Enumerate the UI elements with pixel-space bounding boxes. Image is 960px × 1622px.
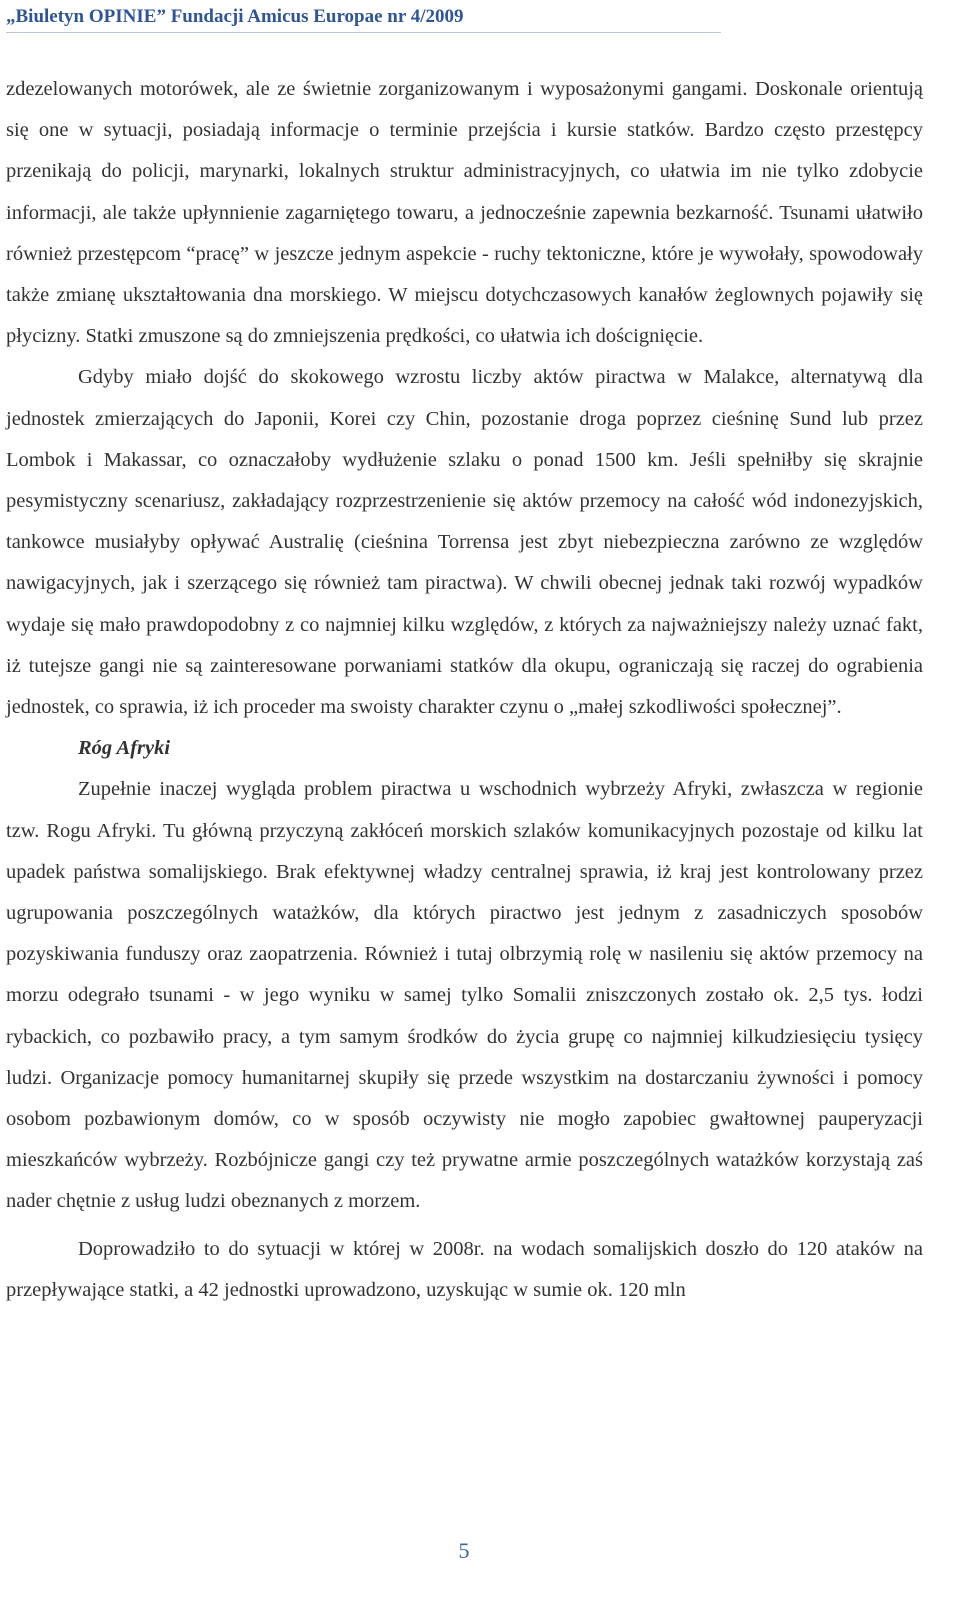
header-title: „Biuletyn OPINIE” Fundacji Amicus Europae nr 4/2009 [6,6,464,27]
paragraph-1: zdezelowanych motorówek, ale ze świetnie zorganizowanym i wyposażonymi gangami. Doskonale orientują się one w sytuacji, posiadają informacje o terminie przejścia i kursie statków. Bardzo często przestępcy przenikają do policji, marynarki, lokalnych struktur administracyjnych, co ułatwia im nie tylko zdobycie informacji, ale także upłynnienie zagarniętego towaru, a jednocześnie zapewnia bezkarność. Tsunami ułatwiło również przestępcom “pracę” w jeszcze jednym aspekcie - ruchy tektoniczne, które je wywołały, spowodowały także zmianę ukształtowania dna morskiego. W miejscu dotychczasowych kanałów żeglownych pojawiły się płycizny. Statki zmuszone są do zmniejszenia prędkości, co ułatwia ich doścignięcie. [6,78,923,348]
article-body [6,69,923,1311]
section-heading: Róg Afryki [78,737,171,760]
running-header [6,4,721,33]
paragraph-4: Doprowadziło to do sytuacji w której w 2008r. na wodach somalijskich doszło do 120 ataków na przepływające statki, a 42 jednostki uprowadzono, uzyskując w sumie ok. 120 mln [6,1237,923,1301]
paragraph-2: Gdyby miało dojść do skokowego wzrostu liczby aktów piractwa w Malakce, alternatywą dla jednostek zmierzających do Japonii, Korei czy Chin, pozostanie droga poprzez cieśninę Sund lub przez Lombok i Makassar, co oznaczałoby wydłużenie szlaku o ponad 1500 km. Jeśli spełniłby się skrajnie pesymistyczny scenariusz, zakładający rozprzestrzenienie się aktów przemocy na całość wód indonezyjskich, tankowce musiałyby opływać Australię (cieśnina Torrensa jest zbyt niebezpieczna zarówno ze względów nawigacyjnych, jak i szerzącego się również tam piractwa). W chwili obecnej jednak taki rozwój wypadków wydaje się mało prawdopodobny z co najmniej kilku względów, z których za najważniejszy należy uznać fakt, iż tutejsze gangi nie są zainteresowane porwaniami statków dla okupu, ograniczają się raczej do ograbienia jednostek, co sprawia, iż ich proceder ma swoisty charakter czynu o „małej szkodliwości społecznej”. [6,366,923,719]
paragraph-3: Zupełnie inaczej wygląda problem piractwa u wschodnich wybrzeży Afryki, zwłaszcza w regionie tzw. Rogu Afryki. Tu główną przyczyną zakłóceń morskich szlaków komunikacyjnych pozostaje od kilku lat upadek państwa somalijskiego. Brak efektywnej władzy centralnej sprawia, iż kraj jest kontrolowany przez ugrupowania poszczególnych watażków, dla których piractwo jest jednym z zasadniczych sposobów pozyskiwania funduszy oraz zaopatrzenia. Również i tutaj olbrzymią rolę w nasileniu się aktów przemocy na morzu odegrało tsunami - w jego wyniku w samej tylko Somalii zniszczonych zostało ok. 2,5 tys. łodzi rybackich, co pozbawiło pracy, a tym samym środków do życia grupę co najmniej kilkudziesięciu tysięcy ludzi. Organizacje pomocy humanitarnej skupiły się przede wszystkim na dostarczaniu żywności i pomocy osobom pozbawionym domów, co w sposób oczywisty nie mogło zapobiec gwałtownej pauperyzacji mieszkańców wybrzeży. Rozbójnicze gangi czy też prywatne armie poszczególnych watażków korzystają zaś nader chętnie z usług ludzi obeznanych z morzem. [6,778,923,1213]
page-number: 5 [458,1538,470,1563]
